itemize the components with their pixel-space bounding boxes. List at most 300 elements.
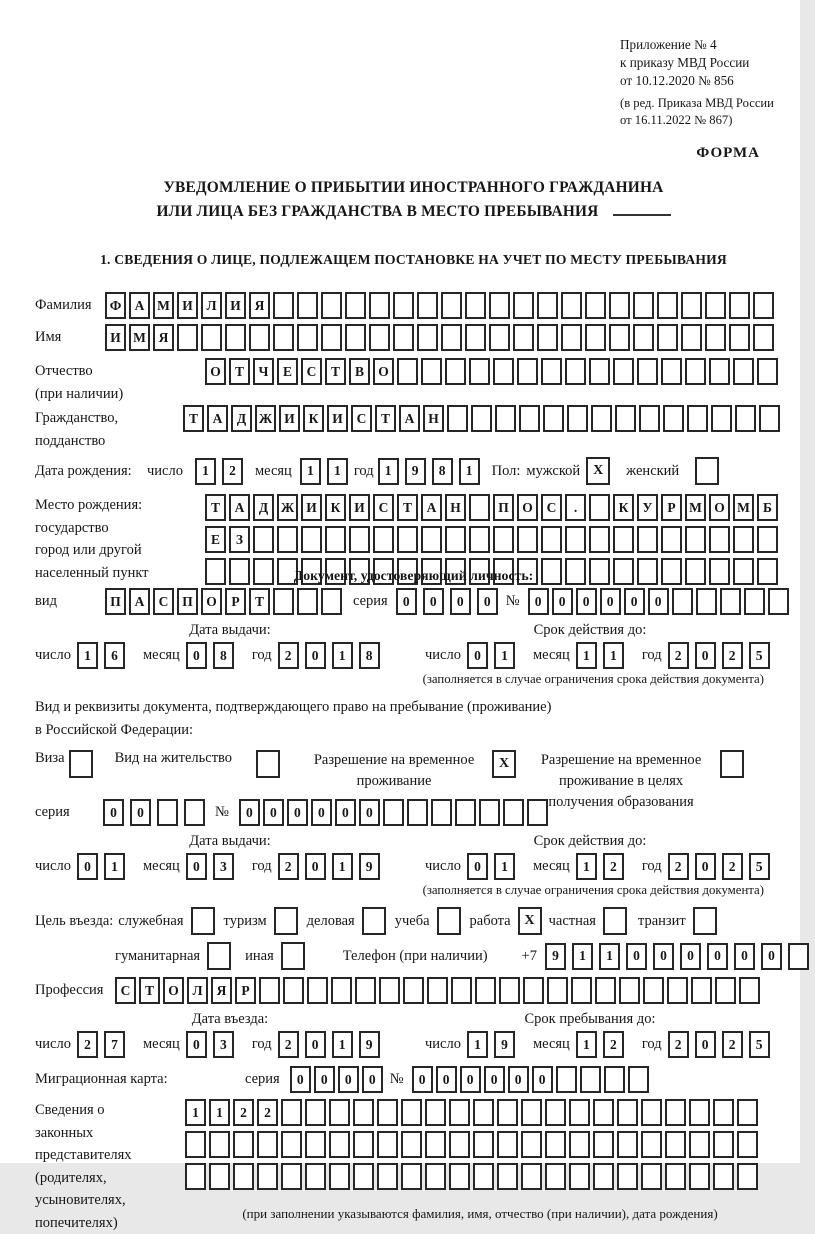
checkbox-chastnaya[interactable] <box>603 907 627 935</box>
char-cell[interactable] <box>713 1163 734 1190</box>
char-cell[interactable] <box>353 1163 374 1190</box>
char-cell[interactable]: О <box>163 977 184 1004</box>
char-cell[interactable]: 1 <box>467 1031 488 1058</box>
char-cell[interactable] <box>469 526 490 553</box>
checkbox-ucheba[interactable] <box>437 907 461 935</box>
char-cell[interactable] <box>556 1066 577 1093</box>
char-cell[interactable] <box>325 526 346 553</box>
char-cell[interactable] <box>259 977 280 1004</box>
char-cell[interactable] <box>685 358 706 385</box>
char-cell[interactable]: 0 <box>436 1066 457 1093</box>
char-cell[interactable] <box>569 1163 590 1190</box>
char-cell[interactable]: К <box>325 494 346 521</box>
char-cell[interactable] <box>449 1131 470 1158</box>
char-cell[interactable]: 9 <box>405 458 426 485</box>
char-cell[interactable]: 1 <box>77 642 98 669</box>
char-cell[interactable] <box>401 1131 422 1158</box>
char-cell[interactable]: М <box>685 494 706 521</box>
char-cell[interactable] <box>233 1163 254 1190</box>
char-cell[interactable]: Я <box>211 977 232 1004</box>
char-cell[interactable]: 8 <box>432 458 453 485</box>
char-cell[interactable]: 0 <box>600 588 621 615</box>
char-cell[interactable]: В <box>349 358 370 385</box>
char-cell[interactable] <box>593 1099 614 1126</box>
char-cell[interactable] <box>665 1163 686 1190</box>
char-cell[interactable] <box>737 1099 758 1126</box>
char-cell[interactable] <box>617 1163 638 1190</box>
char-cell[interactable] <box>305 1163 326 1190</box>
char-cell[interactable]: 3 <box>213 853 234 880</box>
char-cell[interactable] <box>493 526 514 553</box>
char-cell[interactable]: 2 <box>603 1031 624 1058</box>
char-cell[interactable] <box>417 292 438 319</box>
char-cell[interactable]: Я <box>249 292 270 319</box>
char-cell[interactable]: 2 <box>722 642 743 669</box>
char-cell[interactable] <box>737 1163 758 1190</box>
char-cell[interactable] <box>643 977 664 1004</box>
char-cell[interactable] <box>735 405 756 432</box>
char-cell[interactable] <box>233 1131 254 1158</box>
checkbox-rvp[interactable]: X <box>492 750 516 778</box>
char-cell[interactable] <box>321 588 342 615</box>
char-cell[interactable]: 1 <box>576 1031 597 1058</box>
char-cell[interactable] <box>297 292 318 319</box>
char-cell[interactable] <box>709 526 730 553</box>
char-cell[interactable]: 0 <box>335 799 356 826</box>
char-cell[interactable] <box>523 977 544 1004</box>
char-cell[interactable] <box>377 1131 398 1158</box>
char-cell[interactable] <box>249 324 270 351</box>
char-cell[interactable]: Т <box>397 494 418 521</box>
char-cell[interactable] <box>297 324 318 351</box>
char-cell[interactable] <box>729 324 750 351</box>
char-cell[interactable]: 1 <box>459 458 480 485</box>
char-cell[interactable]: Т <box>325 358 346 385</box>
char-cell[interactable] <box>369 324 390 351</box>
char-cell[interactable] <box>345 292 366 319</box>
char-cell[interactable]: 1 <box>576 642 597 669</box>
char-cell[interactable]: 0 <box>624 588 645 615</box>
char-cell[interactable]: М <box>153 292 174 319</box>
char-cell[interactable]: И <box>279 405 300 432</box>
char-cell[interactable]: 8 <box>359 642 380 669</box>
char-cell[interactable]: Т <box>229 358 250 385</box>
char-cell[interactable]: П <box>177 588 198 615</box>
char-cell[interactable]: М <box>129 324 150 351</box>
char-cell[interactable] <box>689 1099 710 1126</box>
char-cell[interactable]: К <box>613 494 634 521</box>
char-cell[interactable] <box>657 324 678 351</box>
char-cell[interactable]: 0 <box>467 853 488 880</box>
char-cell[interactable] <box>257 1131 278 1158</box>
char-cell[interactable] <box>495 405 516 432</box>
checkbox-rvp-edu[interactable] <box>720 750 744 778</box>
char-cell[interactable] <box>613 358 634 385</box>
char-cell[interactable] <box>641 1163 662 1190</box>
char-cell[interactable] <box>709 358 730 385</box>
char-cell[interactable]: 1 <box>332 853 353 880</box>
char-cell[interactable]: 0 <box>695 853 716 880</box>
char-cell[interactable]: 1 <box>332 1031 353 1058</box>
char-cell[interactable]: 0 <box>130 799 151 826</box>
char-cell[interactable] <box>619 977 640 1004</box>
char-cell[interactable] <box>637 526 658 553</box>
char-cell[interactable] <box>253 526 274 553</box>
char-cell[interactable]: 9 <box>359 853 380 880</box>
char-cell[interactable] <box>205 558 226 585</box>
char-cell[interactable]: Т <box>139 977 160 1004</box>
char-cell[interactable] <box>479 799 500 826</box>
char-cell[interactable]: 0 <box>423 588 444 615</box>
char-cell[interactable] <box>225 324 246 351</box>
char-cell[interactable]: 7 <box>104 1031 125 1058</box>
char-cell[interactable] <box>421 526 442 553</box>
char-cell[interactable]: Р <box>235 977 256 1004</box>
char-cell[interactable] <box>661 526 682 553</box>
char-cell[interactable] <box>595 977 616 1004</box>
char-cell[interactable]: 0 <box>263 799 284 826</box>
checkbox-sluzhebnaya[interactable] <box>191 907 215 935</box>
char-cell[interactable] <box>417 324 438 351</box>
char-cell[interactable]: 0 <box>305 853 326 880</box>
char-cell[interactable] <box>720 588 741 615</box>
char-cell[interactable]: Ж <box>255 405 276 432</box>
char-cell[interactable] <box>301 526 322 553</box>
char-cell[interactable]: К <box>303 405 324 432</box>
char-cell[interactable]: 2 <box>668 1031 689 1058</box>
char-cell[interactable] <box>681 292 702 319</box>
char-cell[interactable] <box>425 1099 446 1126</box>
checkbox-inaya[interactable] <box>281 942 305 970</box>
char-cell[interactable] <box>377 1163 398 1190</box>
char-cell[interactable]: С <box>153 588 174 615</box>
char-cell[interactable]: 0 <box>239 799 260 826</box>
char-cell[interactable] <box>561 324 582 351</box>
char-cell[interactable]: П <box>493 494 514 521</box>
char-cell[interactable]: 0 <box>734 943 755 970</box>
char-cell[interactable]: 0 <box>359 799 380 826</box>
char-cell[interactable] <box>503 799 524 826</box>
char-cell[interactable]: 0 <box>103 799 124 826</box>
char-cell[interactable] <box>257 1163 278 1190</box>
char-cell[interactable]: А <box>399 405 420 432</box>
char-cell[interactable] <box>445 526 466 553</box>
char-cell[interactable]: 0 <box>412 1066 433 1093</box>
char-cell[interactable] <box>451 977 472 1004</box>
char-cell[interactable]: 1 <box>300 458 321 485</box>
char-cell[interactable] <box>441 324 462 351</box>
char-cell[interactable] <box>545 1131 566 1158</box>
char-cell[interactable] <box>373 526 394 553</box>
char-cell[interactable]: М <box>733 494 754 521</box>
char-cell[interactable] <box>667 977 688 1004</box>
char-cell[interactable] <box>744 588 765 615</box>
char-cell[interactable] <box>541 358 562 385</box>
char-cell[interactable] <box>545 1099 566 1126</box>
char-cell[interactable]: Н <box>423 405 444 432</box>
char-cell[interactable]: Т <box>249 588 270 615</box>
char-cell[interactable] <box>331 977 352 1004</box>
char-cell[interactable]: 0 <box>648 588 669 615</box>
char-cell[interactable] <box>383 799 404 826</box>
char-cell[interactable] <box>571 977 592 1004</box>
char-cell[interactable]: 1 <box>378 458 399 485</box>
char-cell[interactable] <box>447 405 468 432</box>
char-cell[interactable] <box>277 526 298 553</box>
char-cell[interactable] <box>585 292 606 319</box>
char-cell[interactable]: 2 <box>233 1099 254 1126</box>
char-cell[interactable] <box>369 292 390 319</box>
char-cell[interactable] <box>537 292 558 319</box>
char-cell[interactable]: 2 <box>278 642 299 669</box>
char-cell[interactable]: О <box>373 358 394 385</box>
char-cell[interactable]: О <box>517 494 538 521</box>
char-cell[interactable] <box>401 1099 422 1126</box>
char-cell[interactable]: И <box>105 324 126 351</box>
char-cell[interactable] <box>663 405 684 432</box>
char-cell[interactable] <box>733 526 754 553</box>
char-cell[interactable] <box>593 1131 614 1158</box>
checkbox-male[interactable]: X <box>586 457 610 485</box>
char-cell[interactable] <box>355 977 376 1004</box>
char-cell[interactable]: 0 <box>484 1066 505 1093</box>
char-cell[interactable] <box>788 943 809 970</box>
char-cell[interactable] <box>273 588 294 615</box>
char-cell[interactable]: 0 <box>552 588 573 615</box>
char-cell[interactable]: 2 <box>77 1031 98 1058</box>
char-cell[interactable]: А <box>421 494 442 521</box>
char-cell[interactable] <box>733 558 754 585</box>
char-cell[interactable] <box>569 1131 590 1158</box>
char-cell[interactable] <box>185 1163 206 1190</box>
char-cell[interactable]: 0 <box>460 1066 481 1093</box>
char-cell[interactable]: Е <box>205 526 226 553</box>
char-cell[interactable] <box>403 977 424 1004</box>
char-cell[interactable] <box>465 324 486 351</box>
char-cell[interactable] <box>757 358 778 385</box>
char-cell[interactable] <box>281 1099 302 1126</box>
char-cell[interactable] <box>561 292 582 319</box>
char-cell[interactable]: 0 <box>362 1066 383 1093</box>
char-cell[interactable]: 8 <box>213 642 234 669</box>
char-cell[interactable]: 2 <box>257 1099 278 1126</box>
char-cell[interactable] <box>353 1099 374 1126</box>
char-cell[interactable]: 1 <box>185 1099 206 1126</box>
char-cell[interactable] <box>739 977 760 1004</box>
char-cell[interactable]: Т <box>375 405 396 432</box>
char-cell[interactable]: 0 <box>532 1066 553 1093</box>
char-cell[interactable] <box>421 358 442 385</box>
checkbox-delovaya[interactable] <box>362 907 386 935</box>
char-cell[interactable] <box>569 1099 590 1126</box>
char-cell[interactable]: 2 <box>278 1031 299 1058</box>
char-cell[interactable]: 0 <box>761 943 782 970</box>
char-cell[interactable] <box>565 358 586 385</box>
char-cell[interactable] <box>425 1163 446 1190</box>
char-cell[interactable] <box>541 526 562 553</box>
char-cell[interactable]: 0 <box>695 1031 716 1058</box>
char-cell[interactable]: С <box>301 358 322 385</box>
char-cell[interactable] <box>547 977 568 1004</box>
char-cell[interactable] <box>637 358 658 385</box>
char-cell[interactable]: Я <box>153 324 174 351</box>
char-cell[interactable]: 0 <box>576 588 597 615</box>
char-cell[interactable]: У <box>637 494 658 521</box>
char-cell[interactable]: 0 <box>186 853 207 880</box>
char-cell[interactable]: 5 <box>749 853 770 880</box>
char-cell[interactable]: 1 <box>494 642 515 669</box>
char-cell[interactable] <box>517 526 538 553</box>
char-cell[interactable] <box>711 405 732 432</box>
char-cell[interactable]: 1 <box>327 458 348 485</box>
char-cell[interactable] <box>589 358 610 385</box>
char-cell[interactable] <box>397 358 418 385</box>
char-cell[interactable] <box>585 324 606 351</box>
char-cell[interactable] <box>513 292 534 319</box>
char-cell[interactable]: 1 <box>494 853 515 880</box>
char-cell[interactable] <box>329 1131 350 1158</box>
char-cell[interactable] <box>489 292 510 319</box>
char-cell[interactable]: 2 <box>222 458 243 485</box>
char-cell[interactable] <box>729 292 750 319</box>
char-cell[interactable]: Р <box>225 588 246 615</box>
char-cell[interactable]: 0 <box>695 642 716 669</box>
char-cell[interactable] <box>661 558 682 585</box>
char-cell[interactable] <box>473 1163 494 1190</box>
char-cell[interactable] <box>617 1131 638 1158</box>
char-cell[interactable] <box>753 292 774 319</box>
char-cell[interactable] <box>672 588 693 615</box>
char-cell[interactable] <box>427 977 448 1004</box>
char-cell[interactable] <box>493 358 514 385</box>
char-cell[interactable] <box>633 324 654 351</box>
char-cell[interactable] <box>661 358 682 385</box>
char-cell[interactable]: Т <box>205 494 226 521</box>
char-cell[interactable]: 1 <box>599 943 620 970</box>
char-cell[interactable] <box>455 799 476 826</box>
char-cell[interactable] <box>609 292 630 319</box>
char-cell[interactable] <box>537 324 558 351</box>
char-cell[interactable] <box>449 1099 470 1126</box>
char-cell[interactable]: 0 <box>77 853 98 880</box>
char-cell[interactable]: 2 <box>603 853 624 880</box>
char-cell[interactable]: 2 <box>668 642 689 669</box>
char-cell[interactable]: 5 <box>749 642 770 669</box>
checkbox-tranzit[interactable] <box>693 907 717 935</box>
char-cell[interactable] <box>353 1131 374 1158</box>
char-cell[interactable]: 0 <box>311 799 332 826</box>
char-cell[interactable]: Л <box>187 977 208 1004</box>
char-cell[interactable] <box>517 358 538 385</box>
char-cell[interactable] <box>580 1066 601 1093</box>
char-cell[interactable]: 0 <box>528 588 549 615</box>
char-cell[interactable]: 0 <box>186 1031 207 1058</box>
char-cell[interactable] <box>687 405 708 432</box>
char-cell[interactable]: Р <box>661 494 682 521</box>
char-cell[interactable] <box>329 1099 350 1126</box>
char-cell[interactable]: 1 <box>572 943 593 970</box>
char-cell[interactable]: А <box>207 405 228 432</box>
char-cell[interactable] <box>473 1099 494 1126</box>
char-cell[interactable] <box>329 1163 350 1190</box>
char-cell[interactable] <box>768 588 789 615</box>
char-cell[interactable]: И <box>225 292 246 319</box>
char-cell[interactable] <box>545 1163 566 1190</box>
char-cell[interactable]: 9 <box>545 943 566 970</box>
char-cell[interactable] <box>489 324 510 351</box>
checkbox-turizm[interactable] <box>274 907 298 935</box>
char-cell[interactable] <box>377 1099 398 1126</box>
checkbox-female[interactable] <box>695 457 719 485</box>
char-cell[interactable] <box>184 799 205 826</box>
char-cell[interactable]: . <box>565 494 586 521</box>
checkbox-rabota[interactable]: X <box>518 907 542 935</box>
char-cell[interactable]: 5 <box>749 1031 770 1058</box>
char-cell[interactable] <box>345 324 366 351</box>
char-cell[interactable]: И <box>177 292 198 319</box>
char-cell[interactable] <box>759 405 780 432</box>
char-cell[interactable] <box>281 1163 302 1190</box>
char-cell[interactable] <box>407 799 428 826</box>
char-cell[interactable] <box>449 1163 470 1190</box>
char-cell[interactable] <box>681 324 702 351</box>
char-cell[interactable]: 9 <box>359 1031 380 1058</box>
char-cell[interactable] <box>757 558 778 585</box>
char-cell[interactable] <box>565 526 586 553</box>
char-cell[interactable] <box>475 977 496 1004</box>
char-cell[interactable] <box>641 1131 662 1158</box>
char-cell[interactable] <box>613 526 634 553</box>
char-cell[interactable]: 1 <box>603 642 624 669</box>
char-cell[interactable]: 2 <box>278 853 299 880</box>
char-cell[interactable] <box>273 324 294 351</box>
char-cell[interactable]: Е <box>277 358 298 385</box>
char-cell[interactable] <box>757 526 778 553</box>
char-cell[interactable] <box>589 526 610 553</box>
char-cell[interactable] <box>497 1163 518 1190</box>
char-cell[interactable] <box>471 405 492 432</box>
char-cell[interactable] <box>513 324 534 351</box>
char-cell[interactable] <box>617 1099 638 1126</box>
char-cell[interactable]: 0 <box>450 588 471 615</box>
char-cell[interactable] <box>637 558 658 585</box>
char-cell[interactable] <box>565 558 586 585</box>
char-cell[interactable] <box>445 358 466 385</box>
char-cell[interactable] <box>521 1163 542 1190</box>
char-cell[interactable] <box>401 1163 422 1190</box>
char-cell[interactable] <box>609 324 630 351</box>
char-cell[interactable]: 6 <box>104 642 125 669</box>
char-cell[interactable] <box>527 799 548 826</box>
char-cell[interactable]: О <box>205 358 226 385</box>
char-cell[interactable] <box>633 292 654 319</box>
char-cell[interactable]: Н <box>445 494 466 521</box>
char-cell[interactable]: 0 <box>287 799 308 826</box>
char-cell[interactable]: И <box>301 494 322 521</box>
char-cell[interactable]: З <box>229 526 250 553</box>
char-cell[interactable] <box>177 324 198 351</box>
char-cell[interactable]: И <box>349 494 370 521</box>
char-cell[interactable] <box>321 324 342 351</box>
char-cell[interactable] <box>593 1163 614 1190</box>
char-cell[interactable] <box>497 1131 518 1158</box>
checkbox-residence-permit[interactable] <box>256 750 280 778</box>
char-cell[interactable] <box>753 324 774 351</box>
char-cell[interactable]: 0 <box>186 642 207 669</box>
char-cell[interactable]: 2 <box>722 853 743 880</box>
char-cell[interactable] <box>441 292 462 319</box>
char-cell[interactable] <box>689 1131 710 1158</box>
